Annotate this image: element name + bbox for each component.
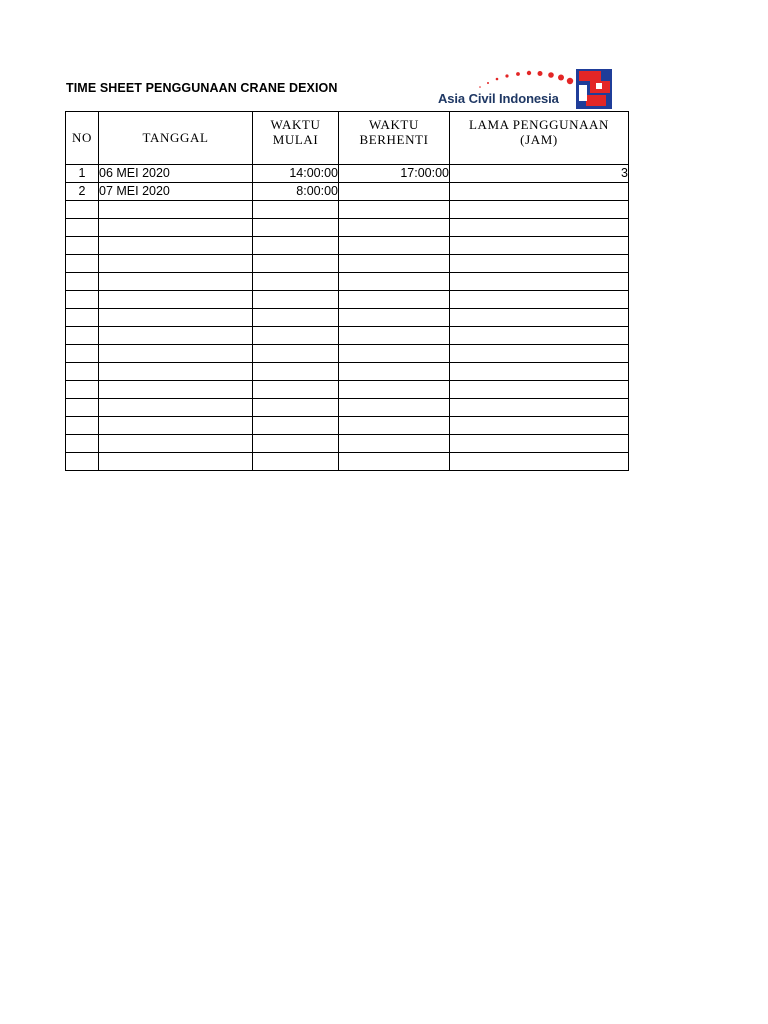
cell-waktu-berhenti[interactable]	[339, 345, 450, 363]
cell-tanggal[interactable]	[99, 201, 253, 219]
logo-mark-icon	[576, 69, 612, 109]
cell-waktu-berhenti[interactable]	[339, 291, 450, 309]
cell-lama-penggunaan[interactable]	[450, 327, 629, 345]
table-row	[66, 183, 629, 201]
cell-waktu-berhenti[interactable]: 17:00:00	[339, 165, 450, 183]
cell-waktu-berhenti[interactable]	[339, 453, 450, 471]
table-row	[66, 201, 629, 219]
table-row	[66, 417, 629, 435]
cell-tanggal[interactable]	[99, 327, 253, 345]
cell-lama-penggunaan[interactable]	[450, 345, 629, 363]
table-row	[66, 237, 629, 255]
cell-waktu-mulai[interactable]	[253, 399, 339, 417]
cell-no[interactable]	[66, 201, 99, 219]
cell-waktu-mulai[interactable]	[253, 237, 339, 255]
cell-waktu-berhenti[interactable]	[339, 363, 450, 381]
cell-lama-penggunaan[interactable]	[450, 399, 629, 417]
cell-no[interactable]	[66, 435, 99, 453]
logo-text: Asia Civil Indonesia	[438, 91, 559, 106]
cell-lama-penggunaan[interactable]	[450, 381, 629, 399]
cell-lama-penggunaan[interactable]	[450, 219, 629, 237]
table-row	[66, 309, 629, 327]
document-title: TIME SHEET PENGGUNAAN CRANE DEXION	[66, 81, 338, 95]
header-waktu-berhenti: WAKTU BERHENTI	[339, 112, 450, 165]
cell-no[interactable]	[66, 417, 99, 435]
cell-tanggal[interactable]	[99, 345, 253, 363]
header-lama-penggunaan: LAMA PENGGUNAAN (JAM)	[450, 112, 629, 165]
cell-waktu-berhenti[interactable]	[339, 273, 450, 291]
cell-waktu-berhenti[interactable]	[339, 237, 450, 255]
cell-waktu-mulai[interactable]	[253, 255, 339, 273]
cell-tanggal[interactable]	[99, 237, 253, 255]
cell-waktu-berhenti[interactable]	[339, 309, 450, 327]
cell-tanggal[interactable]	[99, 309, 253, 327]
header-tanggal: TANGGAL	[99, 112, 253, 165]
cell-waktu-mulai[interactable]	[253, 273, 339, 291]
cell-waktu-mulai[interactable]	[253, 453, 339, 471]
cell-no[interactable]	[66, 381, 99, 399]
cell-no[interactable]	[66, 237, 99, 255]
table-row	[66, 255, 629, 273]
cell-no[interactable]	[66, 363, 99, 381]
cell-no[interactable]	[66, 453, 99, 471]
cell-lama-penggunaan[interactable]	[450, 183, 629, 201]
table-row	[66, 399, 629, 417]
cell-waktu-mulai[interactable]	[253, 381, 339, 399]
cell-waktu-mulai[interactable]: 8:00:00	[253, 183, 339, 201]
cell-lama-penggunaan[interactable]	[450, 201, 629, 219]
cell-lama-penggunaan[interactable]	[450, 453, 629, 471]
cell-waktu-berhenti[interactable]	[339, 255, 450, 273]
cell-waktu-berhenti[interactable]	[339, 201, 450, 219]
cell-waktu-berhenti[interactable]	[339, 417, 450, 435]
cell-waktu-mulai[interactable]	[253, 417, 339, 435]
company-logo	[436, 69, 612, 109]
cell-no[interactable]: 2	[66, 183, 99, 201]
cell-tanggal[interactable]	[99, 435, 253, 453]
cell-tanggal[interactable]	[99, 273, 253, 291]
cell-waktu-berhenti[interactable]	[339, 327, 450, 345]
cell-lama-penggunaan[interactable]: 3	[450, 165, 629, 183]
table-row	[66, 345, 629, 363]
header-waktu-mulai: WAKTU MULAI	[253, 112, 339, 165]
cell-lama-penggunaan[interactable]	[450, 255, 629, 273]
table-row	[66, 291, 629, 309]
cell-lama-penggunaan[interactable]	[450, 273, 629, 291]
cell-no[interactable]: 1	[66, 165, 99, 183]
cell-waktu-mulai[interactable]	[253, 201, 339, 219]
cell-lama-penggunaan[interactable]	[450, 237, 629, 255]
logo-dots-arc	[466, 69, 576, 93]
cell-tanggal[interactable]: 07 MEI 2020	[99, 183, 253, 201]
header-no: NO	[66, 112, 99, 165]
cell-tanggal[interactable]	[99, 381, 253, 399]
cell-lama-penggunaan[interactable]	[450, 309, 629, 327]
cell-waktu-berhenti[interactable]	[339, 381, 450, 399]
cell-waktu-mulai[interactable]	[253, 345, 339, 363]
table-row	[66, 363, 629, 381]
cell-waktu-berhenti[interactable]	[339, 183, 450, 201]
table-header-row	[66, 112, 629, 165]
cell-no[interactable]	[66, 399, 99, 417]
cell-no[interactable]	[66, 219, 99, 237]
cell-lama-penggunaan[interactable]	[450, 291, 629, 309]
cell-no[interactable]	[66, 309, 99, 327]
cell-tanggal[interactable]	[99, 417, 253, 435]
table-row	[66, 453, 629, 471]
cell-waktu-mulai[interactable]	[253, 219, 339, 237]
cell-tanggal[interactable]	[99, 453, 253, 471]
cell-no[interactable]	[66, 255, 99, 273]
cell-lama-penggunaan[interactable]	[450, 363, 629, 381]
cell-no[interactable]	[66, 273, 99, 291]
table-row	[66, 273, 629, 291]
cell-waktu-mulai[interactable]	[253, 435, 339, 453]
cell-lama-penggunaan[interactable]	[450, 417, 629, 435]
cell-waktu-mulai[interactable]: 14:00:00	[253, 165, 339, 183]
cell-tanggal[interactable]	[99, 219, 253, 237]
cell-no[interactable]	[66, 345, 99, 363]
table-row	[66, 327, 629, 345]
cell-waktu-mulai[interactable]	[253, 291, 339, 309]
table-row	[66, 219, 629, 237]
cell-tanggal[interactable]	[99, 255, 253, 273]
cell-waktu-mulai[interactable]	[253, 309, 339, 327]
cell-tanggal[interactable]	[99, 399, 253, 417]
cell-waktu-berhenti[interactable]	[339, 219, 450, 237]
cell-waktu-mulai[interactable]	[253, 327, 339, 345]
time-sheet-table	[65, 111, 629, 471]
table-row	[66, 165, 629, 183]
cell-waktu-mulai[interactable]	[253, 363, 339, 381]
cell-no[interactable]	[66, 327, 99, 345]
cell-no[interactable]	[66, 291, 99, 309]
cell-lama-penggunaan[interactable]	[450, 435, 629, 453]
cell-tanggal[interactable]	[99, 363, 253, 381]
cell-tanggal[interactable]: 06 MEI 2020	[99, 165, 253, 183]
cell-tanggal[interactable]	[99, 291, 253, 309]
cell-waktu-berhenti[interactable]	[339, 399, 450, 417]
table-row	[66, 381, 629, 399]
cell-waktu-berhenti[interactable]	[339, 435, 450, 453]
table-row	[66, 435, 629, 453]
